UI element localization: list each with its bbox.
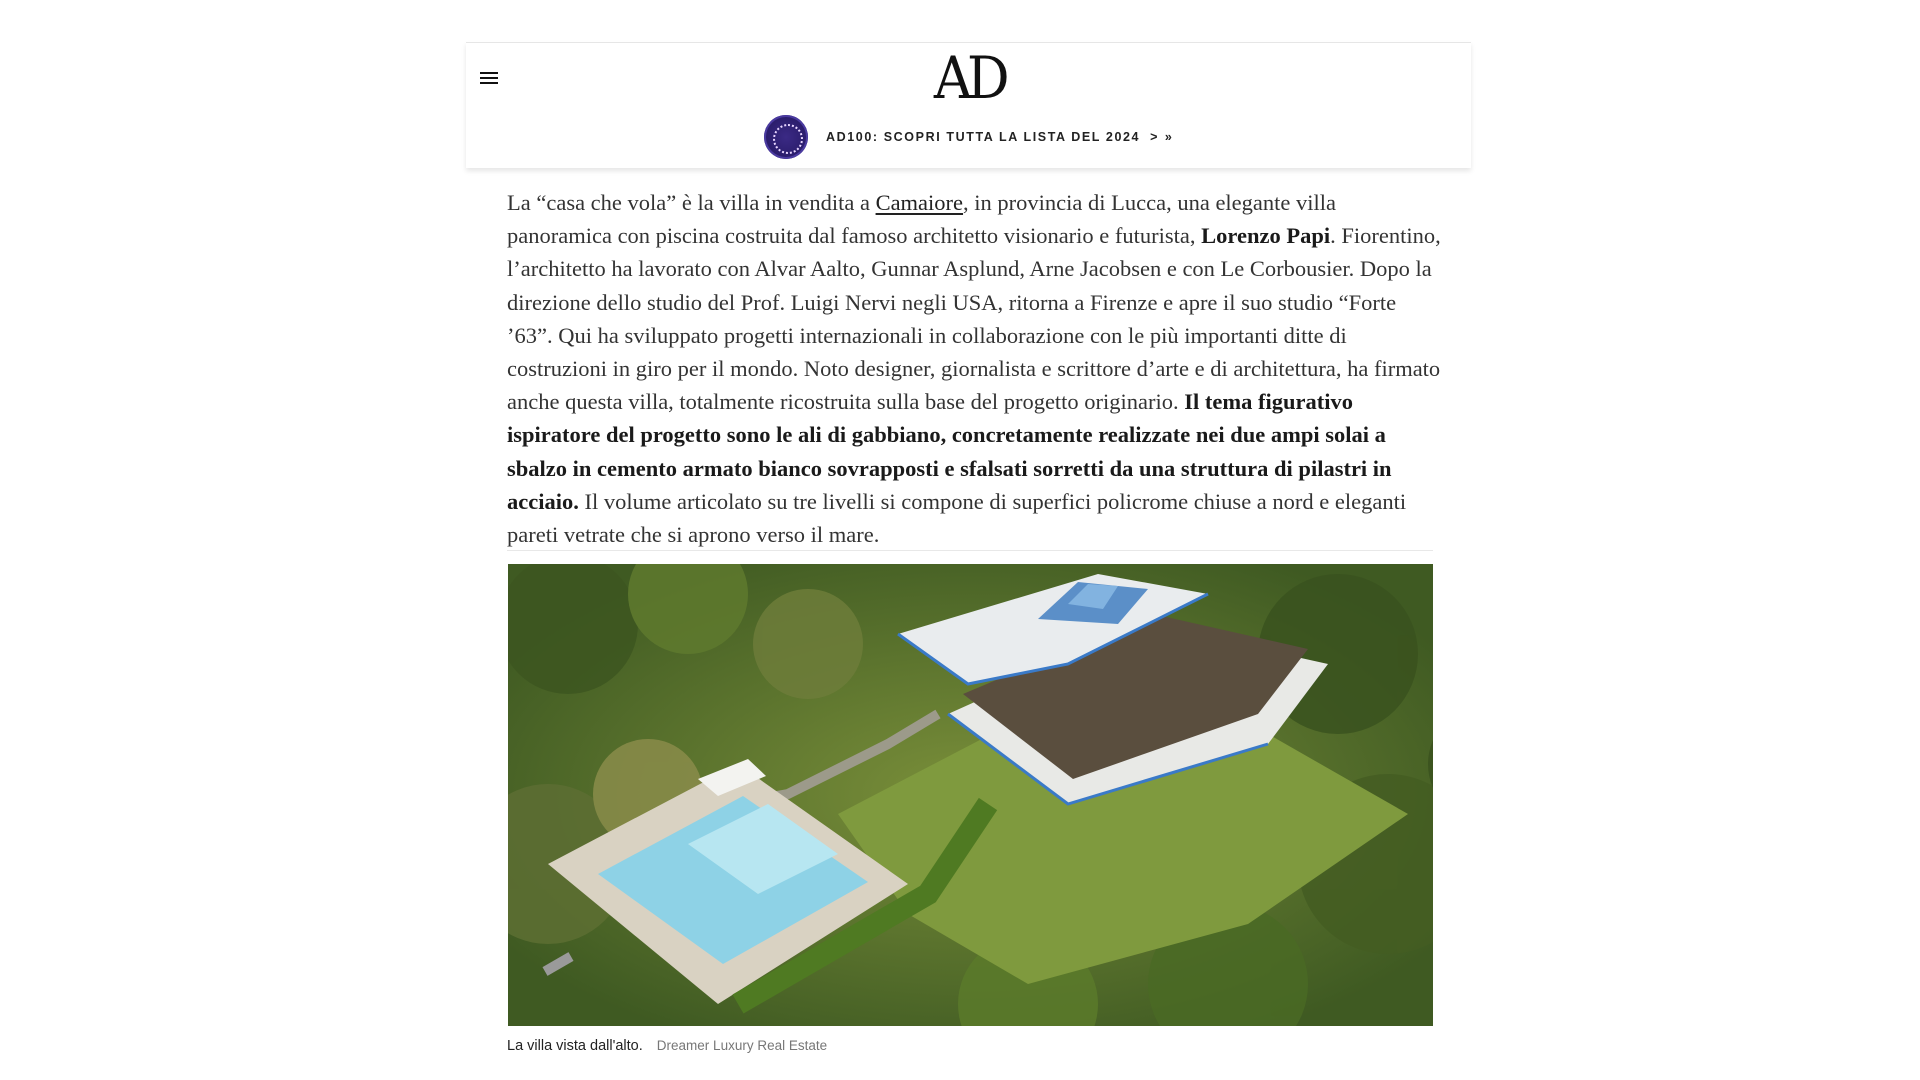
paragraph-rest: . Fiorentino, l’architetto ha lavorato con Alvar Aalto, Gunnar Asplund, Arne Jacobsen e con Le Corbousier. Dopo la direzione dello studio del Prof. Luigi Nervi negli USA, ritorna a Firenze e apre il suo studio “Forte ’63”. Qui ha sviluppato progetti internazionali in collaborazione con le più importanti ditte di costruzioni in giro per il mondo. Noto designer, giornalista e scrittore d’arte e di architettura, ha firmato anche questa villa, totalmente ricostruita sulla base del progetto originario. (507, 223, 1441, 415)
caption-text: La villa vista dall'alto. (507, 1038, 643, 1054)
architect-name: Lorenzo Papi (1201, 223, 1331, 249)
hamburger-menu-icon[interactable] (480, 67, 502, 89)
paragraph-intro: La “casa che vola” è la villa in vendita a (507, 190, 876, 215)
section-divider (507, 550, 1433, 551)
chevron-right-icon: > » (1150, 130, 1174, 144)
ad100-promo-link[interactable] (764, 115, 1174, 159)
article-paragraph (507, 186, 1442, 551)
promo-text: AD100: SCOPRI TUTTA LA LISTA DEL 2024 (826, 130, 1141, 144)
figure-caption (507, 1036, 827, 1056)
photo-credit: Dreamer Luxury Real Estate (656, 1038, 828, 1053)
villa-aerial-illustration (508, 564, 1433, 1026)
ad100-badge-icon (764, 115, 808, 159)
site-header (466, 42, 1471, 168)
paragraph-end: Il volume articolato su tre livelli si compone di superfici policrome chiuse a nord e eleganti pareti vetrate che si aprono verso il mare. (507, 488, 1407, 548)
paragraph-mid: , in provincia di Lucca, una elegante villa panoramica con piscina costruita dal famoso architetto visionario e futurista, (507, 190, 1337, 249)
bold-theme-sentence: Il tema figurativo ispiratore del progetto sono le ali di gabbiano, concretamente realizzate nei due ampi solai a sbalzo in cemento armato bianco sovrapposti e sfalsati sorretti da una struttura di pilastri in acciaio. (507, 389, 1392, 514)
ad-logo[interactable]: AD (933, 44, 1005, 112)
camaiore-link[interactable]: Camaiore (875, 190, 964, 215)
villa-aerial-photo[interactable] (508, 564, 1433, 1026)
